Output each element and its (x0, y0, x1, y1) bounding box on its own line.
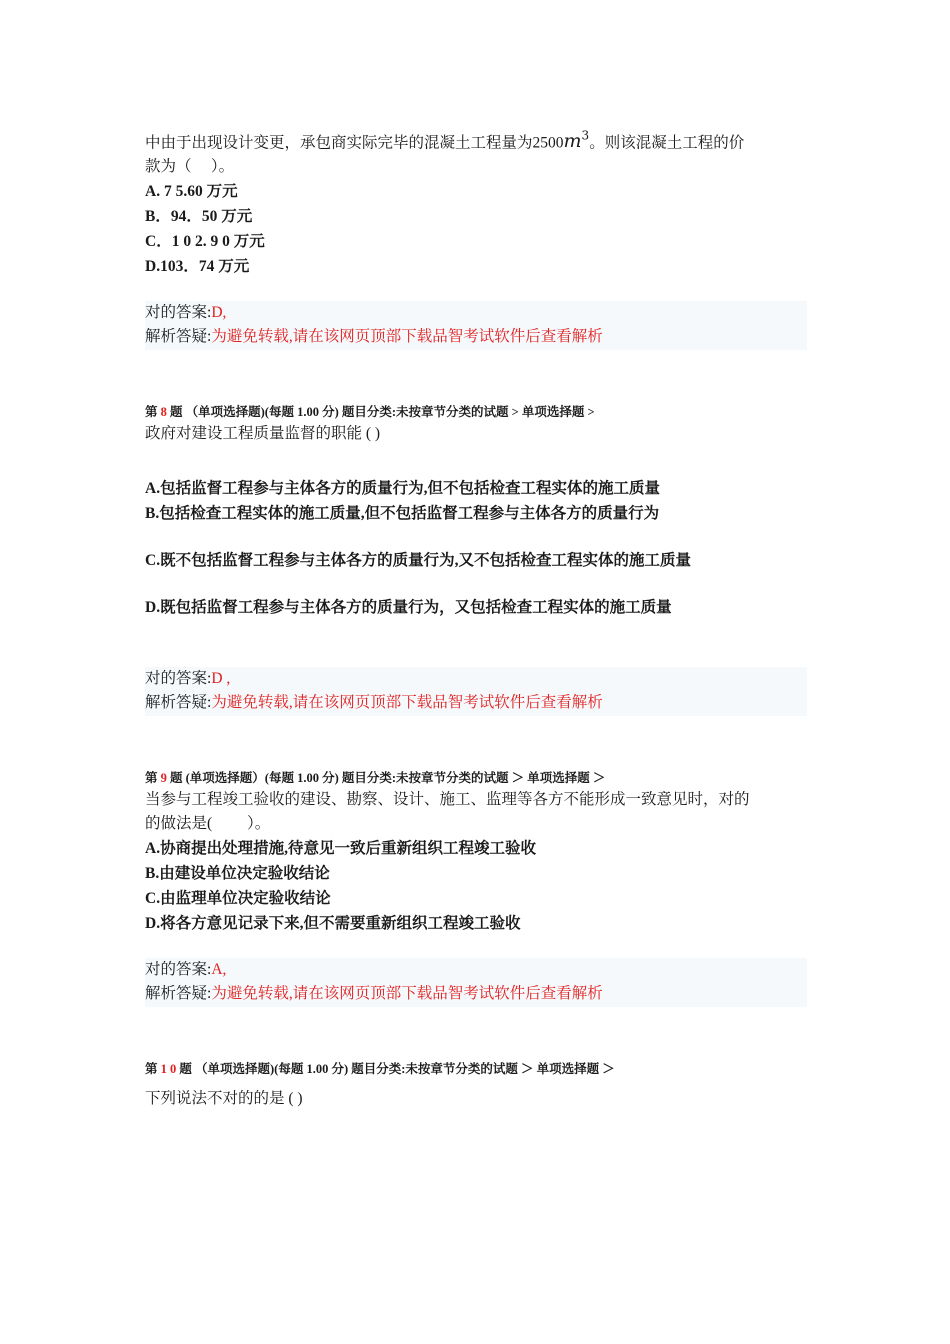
q9-stem-line1: 当参与工程竣工验收的建设、勘察、设计、施工、监理等各方不能形成一致意见时，对的 (145, 791, 750, 809)
q9-header: 第 9 题 (单项选择题）(每题 1.00 分) 题目分类:未按章节分类的试题 ＞ 单项选择题 ＞ (145, 771, 606, 786)
q9-stem-line2: 的做法是( ）。 (145, 815, 271, 833)
q9-option-b: B.由建设单位决定验收结论 (145, 865, 330, 883)
q7-answer-box (145, 301, 807, 350)
q8-stem: 政府对建设工程质量监督的职能 ( ) (145, 425, 381, 443)
q7-option-c: C．1 0 2. 9 0 万元 (145, 233, 265, 251)
q8-header: 第 8 题 （单项选择题)(每题 1.00 分) 题目分类:未按章节分类的试题 > 单项选择题 > (145, 405, 595, 420)
q9-answer-box (145, 958, 807, 1007)
q7-option-a: A. 7 5.60 万元 (145, 183, 238, 201)
q9-option-d: D.将各方意见记录下来,但不需要重新组织工程竣工验收 (145, 915, 521, 933)
q8-answer: 对的答案:D , (145, 670, 231, 688)
q8-option-d: D.既包括监督工程参与主体各方的质量行为，又包括检查工程实体的施工质量 (145, 599, 672, 617)
q8-answer-box (145, 667, 807, 716)
q8-option-c: C.既不包括监督工程参与主体各方的质量行为,又不包括检查工程实体的施工质量 (145, 552, 691, 570)
q10-header: 第 1 0 题 （单项选择题)(每题 1.00 分) 题目分类:未按章节分类的试题 ＞ 单项选择题 ＞ (145, 1062, 615, 1077)
q9-option-c: C.由监理单位决定验收结论 (145, 890, 331, 908)
q7-stem-line1: 中由于出现设计变更，承包商实际完毕的混凝土工程量为$2500m^3$。则该混凝土工程的价 (145, 129, 745, 153)
cubic-meter-unit: $m^3$ (563, 129, 590, 153)
q7-analysis: 解析答疑:为避免转载,请在该网页顶部下载品智考试软件后查看解析 (145, 328, 603, 346)
q7-option-d: D.103．74 万元 (145, 258, 250, 276)
q8-option-b: B.包括检查工程实体的施工质量,但不包括监督工程参与主体各方的质量行为 (145, 505, 660, 523)
q7-answer: 对的答案:D, (145, 304, 227, 322)
q9-option-a: A.协商提出处理措施,待意见一致后重新组织工程竣工验收 (145, 840, 536, 858)
q8-analysis: 解析答疑:为避免转载,请在该网页顶部下载品智考试软件后查看解析 (145, 694, 603, 712)
q9-analysis: 解析答疑:为避免转载,请在该网页顶部下载品智考试软件后查看解析 (145, 985, 603, 1003)
q7-option-b: B．94．50 万元 (145, 208, 253, 226)
q10-stem: 下列说法不对的的是 ( ) (145, 1090, 303, 1108)
document-page (145, 124, 805, 1111)
q7-stem-line2: 款为（ ）。 (145, 158, 235, 176)
q9-answer: 对的答案:A, (145, 961, 227, 979)
q8-option-a: A.包括监督工程参与主体各方的质量行为,但不包括检查工程实体的施工质量 (145, 480, 660, 498)
